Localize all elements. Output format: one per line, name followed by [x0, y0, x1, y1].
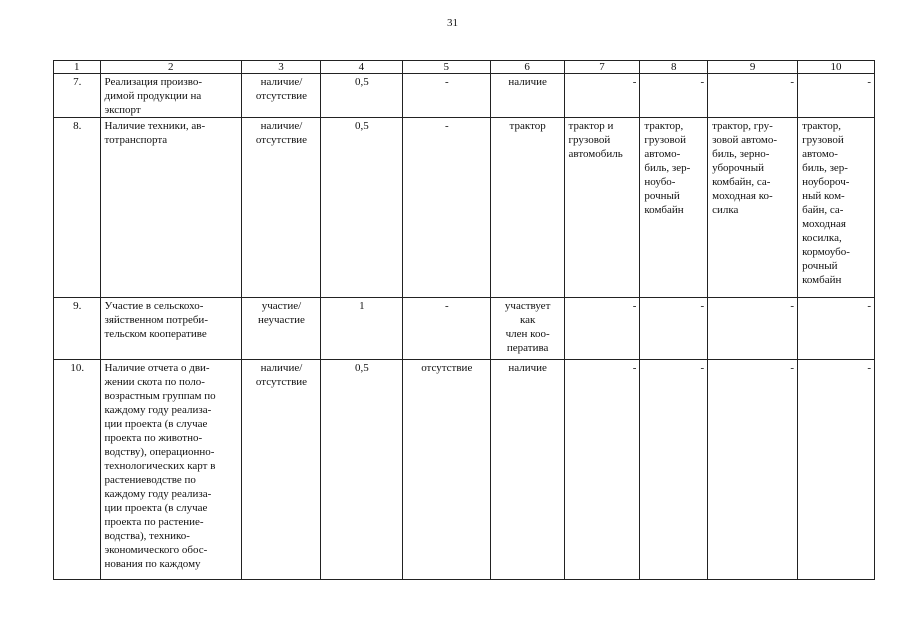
- header-cell: 10: [798, 61, 875, 74]
- value-cell: -: [798, 298, 875, 360]
- value-cell: наличие: [490, 360, 564, 580]
- value-cell: наличие: [490, 74, 564, 118]
- header-cell: 4: [320, 61, 402, 74]
- criterion-cell: Участие в сельскохо- зяйственном потреби- тельском кооперативе: [100, 298, 242, 360]
- measure-cell: участие/ неучастие: [242, 298, 321, 360]
- table-row: [54, 74, 875, 118]
- value-cell: трактор и грузовой автомобиль: [564, 118, 640, 298]
- value-cell: трактор: [490, 118, 564, 298]
- value-cell: трактор, грузовой автомо- биль, зер- ноубороч- ный ком- байн, са- моходная косилка, кормоубо- рочный комбайн: [798, 118, 875, 298]
- row-number: 8.: [54, 118, 101, 298]
- table-header-row: [54, 61, 875, 74]
- table-row: [54, 298, 875, 360]
- page-number: 31: [447, 17, 458, 29]
- value-cell: -: [640, 74, 708, 118]
- header-cell: 8: [640, 61, 708, 74]
- value-cell: трактор, грузовой автомо- биль, зер- ноубо- рочный комбайн: [640, 118, 708, 298]
- row-number: 9.: [54, 298, 101, 360]
- header-cell: 5: [402, 61, 490, 74]
- value-cell: -: [798, 360, 875, 580]
- weight-cell: 0,5: [320, 118, 402, 298]
- value-cell: -: [708, 298, 798, 360]
- header-cell: 7: [564, 61, 640, 74]
- value-cell: -: [798, 74, 875, 118]
- measure-cell: наличие/ отсутствие: [242, 118, 321, 298]
- weight-cell: 0,5: [320, 74, 402, 118]
- value-cell: -: [640, 360, 708, 580]
- value-cell: -: [708, 360, 798, 580]
- table-row: [54, 118, 875, 298]
- header-cell: 9: [708, 61, 798, 74]
- value-cell: -: [640, 298, 708, 360]
- weight-cell: 1: [320, 298, 402, 360]
- header-cell: 3: [242, 61, 321, 74]
- weight-cell: 0,5: [320, 360, 402, 580]
- row-number: 7.: [54, 74, 101, 118]
- value-cell: отсутствие: [402, 360, 490, 580]
- value-cell: -: [564, 298, 640, 360]
- criterion-cell: Наличие отчета о дви- жении скота по поло- возрастным группам по каждому году реализа- ции проекта (в случае проекта по животно- водству), операционно- технологических карт в растениеводстве по каждому году реализа- ции проекта (в случае проекта по растение- водства), технико- экономического обос- нования по каждому: [100, 360, 242, 580]
- measure-cell: наличие/ отсутствие: [242, 74, 321, 118]
- criterion-cell: Наличие техники, ав- тотранспорта: [100, 118, 242, 298]
- value-cell: -: [564, 360, 640, 580]
- value-cell: -: [402, 298, 490, 360]
- measure-cell: наличие/ отсутствие: [242, 360, 321, 580]
- criterion-cell: Реализация произво- димой продукции на экспорт: [100, 74, 242, 118]
- value-cell: -: [564, 74, 640, 118]
- header-cell: 1: [54, 61, 101, 74]
- row-number: 10.: [54, 360, 101, 580]
- criteria-table: [53, 60, 875, 580]
- header-cell: 6: [490, 61, 564, 74]
- value-cell: -: [402, 74, 490, 118]
- value-cell: -: [708, 74, 798, 118]
- header-cell: 2: [100, 61, 242, 74]
- value-cell: участвует как член коо- ператива: [490, 298, 564, 360]
- table-row: [54, 360, 875, 580]
- value-cell: -: [402, 118, 490, 298]
- value-cell: трактор, гру- зовой автомо- биль, зерно- уборочный комбайн, са- моходная ко- силка: [708, 118, 798, 298]
